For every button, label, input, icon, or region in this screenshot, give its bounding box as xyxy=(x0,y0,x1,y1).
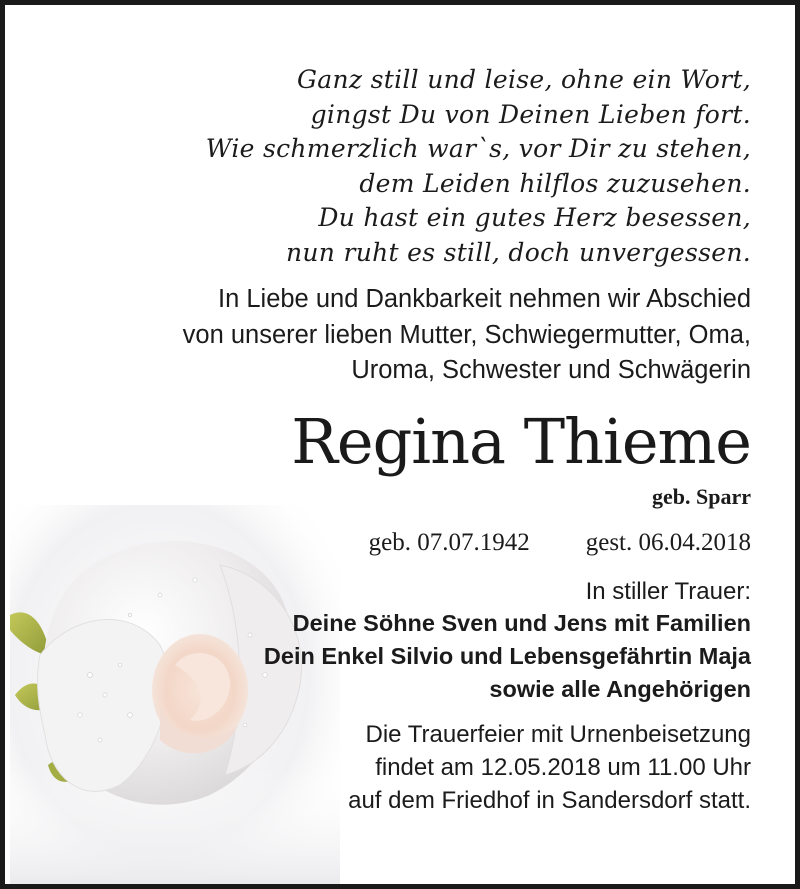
intro-line: von unserer lieben Mutter, Schwiegermutter, Oma, xyxy=(182,320,751,349)
service-line: findet am 12.05.2018 um 11.00 Uhr xyxy=(375,753,751,781)
birth-date: geb. 07.07.1942 xyxy=(368,528,530,556)
farewell-intro xyxy=(51,282,751,389)
funeral-service-info xyxy=(51,718,751,817)
intro-line: In Liebe und Dankbarkeit nehmen wir Abschied xyxy=(218,285,751,313)
mourning-label: In stiller Trauer: xyxy=(585,577,751,605)
life-dates xyxy=(51,527,751,559)
memorial-poem xyxy=(51,63,751,270)
mourner-line: Deine Söhne Sven und Jens mit Familien xyxy=(292,609,751,636)
intro-line: Uroma, Schwester und Schwägerin xyxy=(351,356,751,384)
service-line: auf dem Friedhof in Sandersdorf statt. xyxy=(348,786,751,814)
poem-line: Du hast ein gutes Herz besessen, xyxy=(318,203,751,232)
service-line: Die Trauerfeier mit Urnenbeisetzung xyxy=(365,720,751,748)
mourner-line: sowie alle Angehörigen xyxy=(489,675,751,702)
notice-text xyxy=(51,5,751,817)
death-date: gest. 06.04.2018 xyxy=(585,528,751,556)
poem-line: gingst Du von Deinen Lieben fort. xyxy=(310,99,751,129)
poem-line: Wie schmerzlich war`s, vor Dir zu stehen, xyxy=(205,134,751,163)
deceased-name: Regina Thieme xyxy=(291,404,751,478)
poem-line: nun ruht es still, doch unvergessen. xyxy=(286,237,751,267)
poem-line: dem Leiden hilflos zuzusehen. xyxy=(359,168,751,198)
mourners-list xyxy=(51,607,751,706)
maiden-name: geb. Sparr xyxy=(652,483,751,509)
mourner-line: Dein Enkel Silvio und Lebensgefährtin Maja xyxy=(263,642,751,669)
poem-line: Ganz still und leise, ohne ein Wort, xyxy=(297,65,751,94)
